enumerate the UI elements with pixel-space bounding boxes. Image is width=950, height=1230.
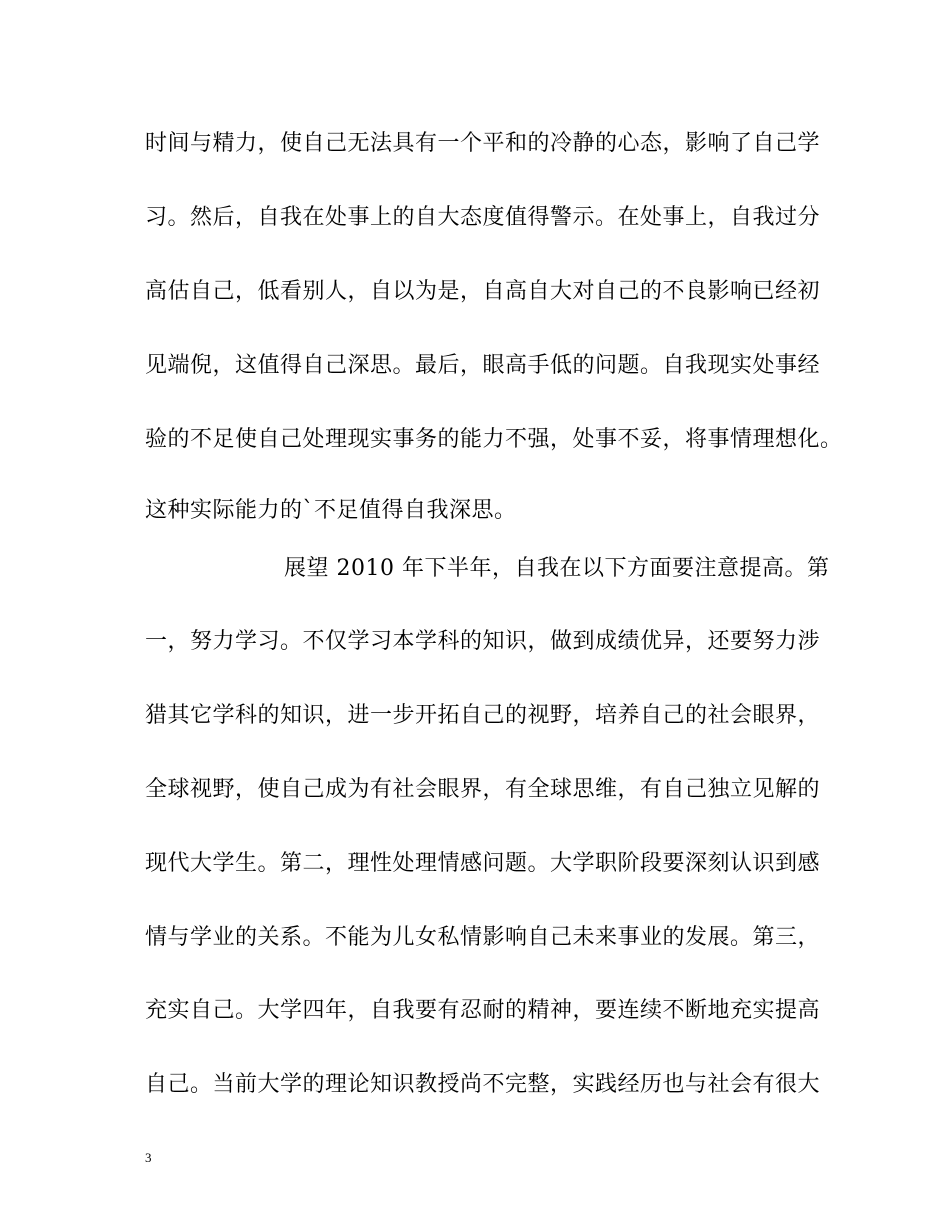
paragraph-line: 猎其它学科的知识，进一步开拓自己的视野，培养自己的社会眼界， [145,703,821,728]
paragraph-line: 充实自己。大学四年，自我要有忍耐的精神，要连续不断地充实提高 [145,998,821,1023]
paragraph-line: 验的不足使自己处理现实事务的能力不强，处事不妥，将事情理想化。 [145,427,843,452]
paragraph-line: 展望 2010 年下半年，自我在以下方面要注意提高。第 [284,556,830,581]
paragraph-line: 一，努力学习。不仅学习本学科的知识，做到成绩优异，还要努力涉 [145,629,821,654]
paragraph-line: 时间与精力，使自己无法具有一个平和的冷静的心态，影响了自己学 [145,131,821,156]
page-number: 3 [145,1150,152,1165]
paragraph-line: 这种实际能力的`不足值得自我深思。 [145,498,517,523]
paragraph-line: 习。然后，自我在处事上的自大态度值得警示。在处事上，自我过分 [145,205,821,230]
paragraph-line: 见端倪，这值得自己深思。最后，眼高手低的问题。自我现实处事经 [145,353,821,378]
paragraph-line: 情与学业的关系。不能为儿女私情影响自己未来事业的发展。第三， [145,925,821,950]
paragraph-line: 自己。当前大学的理论知识教授尚不完整，实践经历也与社会有很大 [145,1072,821,1097]
paragraph-line: 高估自己，低看别人，自以为是，自高自大对自己的不良影响已经初 [145,279,821,304]
paragraph-line: 现代大学生。第二，理性处理情感问题。大学职阶段要深刻认识到感 [145,851,821,876]
paragraph-line: 全球视野，使自己成为有社会眼界，有全球思维，有自己独立见解的 [145,777,821,802]
